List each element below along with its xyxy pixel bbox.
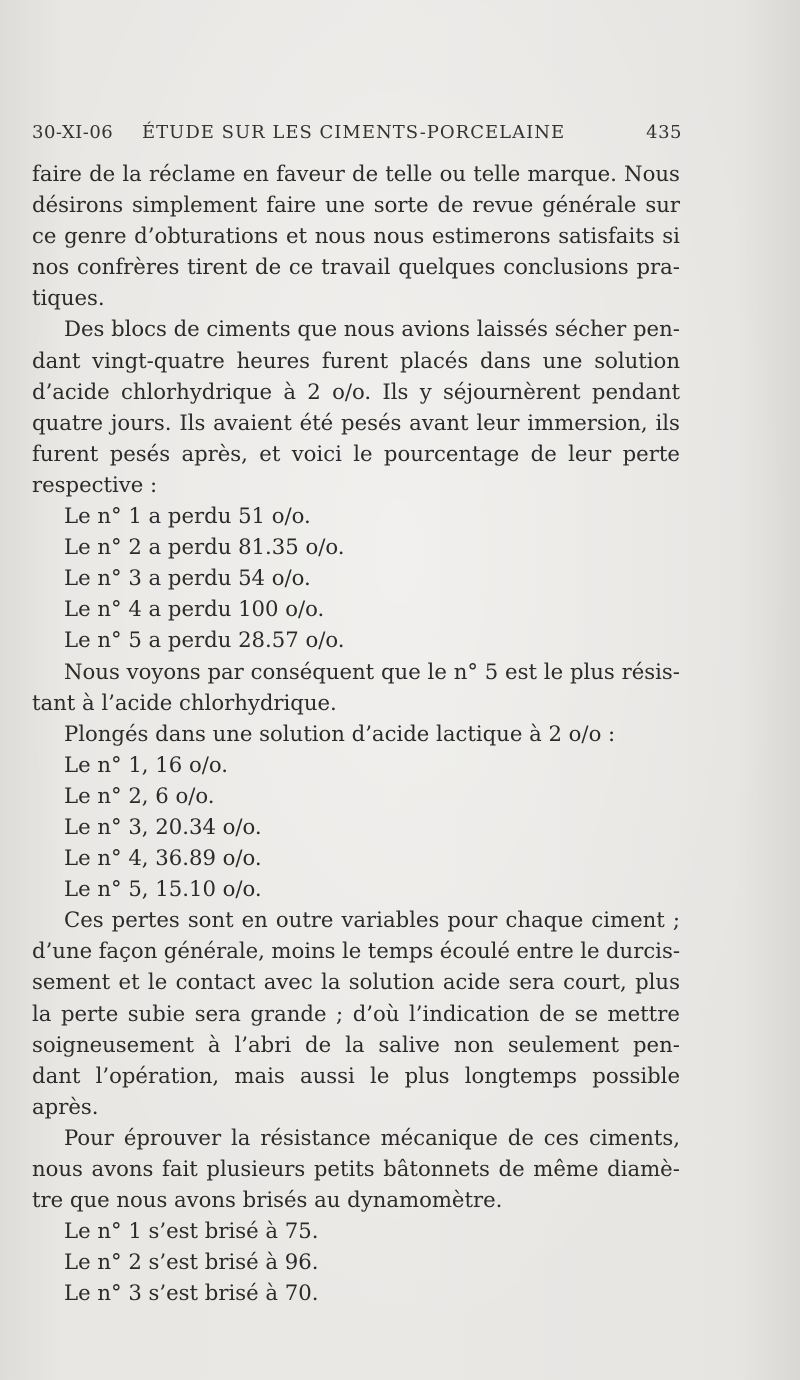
text-line: Le n° 3 a perdu 54 o/o. bbox=[64, 565, 311, 591]
text-line: soigneusement à l’abri de la salive non seulement pen- bbox=[32, 1031, 680, 1057]
text-line: Le n° 4 a perdu 100 o/o. bbox=[64, 596, 325, 622]
running-header bbox=[32, 122, 682, 152]
text-line: dant l’opération, mais aussi le plus longtemps possible bbox=[32, 1062, 680, 1088]
text-line: Nous voyons par conséquent que le n° 5 est le plus résis- bbox=[64, 658, 680, 684]
text-line: d’acide chlorhydrique à 2 o/o. Ils y séjournèrent pendant bbox=[32, 378, 680, 404]
text-line: après. bbox=[32, 1093, 99, 1119]
text-line: sement et le contact avec la solution acide sera court, plus bbox=[32, 969, 680, 995]
text-line: Le n° 1 s’est brisé à 75. bbox=[64, 1218, 319, 1244]
text-line: tiques. bbox=[32, 285, 105, 311]
text-line: dant vingt-quatre heures furent placés dans une solution bbox=[32, 347, 680, 373]
text-line: Plongés dans une solution d’acide lactique à 2 o/o : bbox=[64, 720, 616, 746]
text-line: d’une façon générale, moins le temps écoulé entre le durcis- bbox=[32, 938, 680, 964]
text-line: Le n° 2 a perdu 81.35 o/o. bbox=[64, 534, 345, 560]
text-line: Le n° 2, 6 o/o. bbox=[64, 782, 215, 808]
text-line: faire de la réclame en faveur de telle ou telle marque. Nous bbox=[32, 161, 680, 186]
text-line: Le n° 5 a perdu 28.57 o/o. bbox=[64, 627, 345, 653]
text-line: Le n° 1 a perdu 51 o/o. bbox=[64, 503, 311, 529]
header-title: ÉTUDE SUR LES CIMENTS-PORCELAINE bbox=[142, 122, 566, 143]
text-line: Des blocs de ciments que nous avions laissés sécher pen- bbox=[64, 316, 680, 342]
text-line: nos confrères tirent de ce travail quelques conclusions pra- bbox=[32, 254, 680, 280]
text-line: Le n° 4, 36.89 o/o. bbox=[64, 845, 262, 871]
text-line: la perte subie sera grande ; d’où l’indication de se mettre bbox=[32, 1000, 680, 1026]
text-line: Le n° 5, 15.10 o/o. bbox=[64, 876, 262, 902]
header-date: 30-XI-06 bbox=[32, 122, 114, 143]
body-text bbox=[32, 158, 680, 1308]
text-line: tre que nous avons brisés au dynamomètre. bbox=[32, 1187, 503, 1213]
text-line: quatre jours. Ils avaient été pesés avant leur immersion, ils bbox=[32, 409, 680, 435]
page-number: 435 bbox=[646, 122, 682, 143]
text-line: Le n° 1, 16 o/o. bbox=[64, 751, 228, 777]
text-line: ce genre d’obturations et nous nous estimerons satisfaits si bbox=[32, 223, 680, 249]
text-line: nous avons fait plusieurs petits bâtonnets de même diamè- bbox=[32, 1156, 680, 1181]
text-line: Le n° 2 s’est brisé à 96. bbox=[64, 1249, 319, 1275]
text-line: Le n° 3 s’est brisé à 70. bbox=[64, 1280, 319, 1306]
text-line: tant à l’acide chlorhydrique. bbox=[32, 689, 337, 715]
text-line: Le n° 3, 20.34 o/o. bbox=[64, 813, 262, 839]
text-line: furent pesés après, et voici le pourcentage de leur perte bbox=[32, 440, 680, 466]
text-line: désirons simplement faire une sorte de revue générale sur bbox=[32, 192, 680, 218]
text-line: Pour éprouver la résistance mécanique de ces ciments, bbox=[64, 1124, 680, 1150]
text-line: respective : bbox=[32, 471, 158, 497]
text-line: Ces pertes sont en outre variables pour chaque ciment ; bbox=[64, 907, 680, 933]
